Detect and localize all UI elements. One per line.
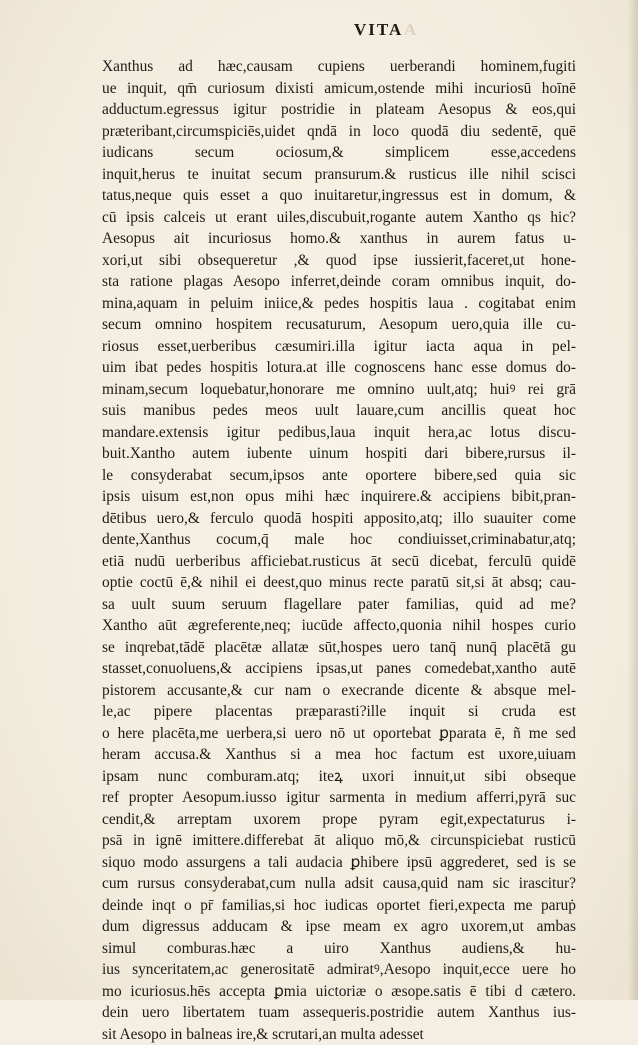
text-line: xori,ut sibi obsequeretur ,& quod ipse iussierit,faceret,ut hone- <box>102 250 576 272</box>
text-line: cendit,& arreptam uxorem prope pyram egit,expectaturus i- <box>102 809 576 831</box>
text-line: dente,Xanthus cocum,q̄ male hoc condiuisset,criminabatur,atq; <box>102 529 576 551</box>
text-line: deinde inqt o pr̄ familias,si hoc iudicas oportet fieri,expecta me paruṗ <box>102 895 576 917</box>
text-line: ue inquit, qm̄ curiosum dixisti amicum,ostende mihi incuriosū hoīnē <box>102 78 576 100</box>
text-line: Xanthus ad hæc,causam cupiens uerberandi hominem,fugiti <box>102 56 576 78</box>
text-line: pistorem accusante,& cur nam o execrande dicente & absque mel- <box>102 680 576 702</box>
page-gutter-shadow <box>628 0 638 1000</box>
text-line: buit.Xantho autem iubente uinum hospiti dari bibere,rursus il- <box>102 443 576 465</box>
text-line: dein uero libertatem tuam assequeris.postridie autem Xanthus ius- <box>102 1002 576 1024</box>
text-line: præteribant,circumspiciēs,uidet qndā in loco quodā diu sedentē, quē <box>102 121 576 143</box>
text-line: suis manibus pedes meos uult lauare,cum ancillis queat hoc <box>102 400 576 422</box>
text-line: mina,aquam in peluim iniice,& pedes hospitis laua . cogitabat enim <box>102 293 576 315</box>
text-line: simul comburas.hæc a uiro Xanthus audiens,& hu- <box>102 938 576 960</box>
text-line: psā in ignē imittere.differebat āt aliquo mō,& circunspiciebat rusticū <box>102 830 576 852</box>
text-line: stasset,conuoluens,& accipiens ipsas,ut panes comedebat,xantho autē <box>102 658 576 680</box>
text-line: le,ac pipere placentas præparasti?ille inquit si cruda est <box>102 701 576 723</box>
text-line: ipsam nunc comburam.atq; iteꝝ uxori innuit,ut sibi obseque <box>102 766 576 788</box>
text-line: minam,secum loquebatur,honorare me omnino uult,atq; huiꝰ rei grā <box>102 379 576 401</box>
text-line: etiā nudū uerberibus afficiebat.rusticus āt secū dicebat, ferculū quidē <box>102 551 576 573</box>
text-line: dētibus uero,& ferculo quodā hospiti apposito,atq; illo suauiter come <box>102 508 576 530</box>
text-line: siquo modo assurgens a tali audacia ꝑhibere ipsū aggrederet, sed is se <box>102 852 576 874</box>
text-line: Aesopus ait incuriosus homo.& xanthus in aurem fatus u- <box>102 228 576 250</box>
text-line: iudicans secum ociosum,& simplicem esse,accedens <box>102 142 576 164</box>
text-line: riosus esset,uerberibus cæsumiri.illa igitur iacta aqua in pel- <box>102 336 576 358</box>
text-line: Xantho aūt ægreferente,neq; iucūde affecto,quonia nihil hospes curio <box>102 615 576 637</box>
text-line: ref propter Aesopum.iusso igitur sarmenta in medium afferri,pyrā suc <box>102 787 576 809</box>
text-line: uim ibat pedes hospitis lotura.at ille cognoscens hanc esse domus do- <box>102 357 576 379</box>
running-head: VITA <box>354 20 403 40</box>
text-line: sa uult suum seruum flagellare pater familias, quid ad me? <box>102 594 576 616</box>
text-line: secum omnino hospitem recusaturum, Aesopum uero,quia ille cu- <box>102 314 576 336</box>
text-line: tatus,neque quis esset a quo inuitaretur,ingressus est in domum, & <box>102 185 576 207</box>
text-line: cum rursus consyderabat,cum nulla adsit causa,quid nam sic irascitur? <box>102 873 576 895</box>
text-line: ipsis uisum est,non opus mihi hæc inquirere.& accipiens bibit,pran- <box>102 486 576 508</box>
text-line: sit Aesopo in balneas ire,& scrutari,an multa adesset <box>102 1024 576 1045</box>
text-line: le consyderabat secum,ipsos ante oportere bibere,sed quia sic <box>102 465 576 487</box>
bleed-through-letter: A <box>404 20 418 40</box>
text-line: inquit,herus te inuitat secum pransurum.& rusticus ille nihil scisci <box>102 164 576 186</box>
text-line: heram accusa.& Xanthus si a mea hoc factum est uxore,uiuam <box>102 744 576 766</box>
text-line: cū ipsis calceis ut erant uiles,discubuit,rogante autem Xantho qs hic? <box>102 207 576 229</box>
text-line: se inqrebat,tādē placētæ allatæ sūt,hospes uero tanq̄ nunq̄ placētā gu <box>102 637 576 659</box>
text-line: o here placēta,me uerbera,si uero nō ut oportebat ꝑparata ē, ñ me sed <box>102 723 576 745</box>
text-line: adductum.egressus igitur postridie in plateam Aesopus & eos,qui <box>102 99 576 121</box>
page-header <box>0 20 638 50</box>
text-line: mandare.extensis igitur pedibus,laua inquit hera,ac lotus discu- <box>102 422 576 444</box>
text-line: sta ratione plagas Aesopo inferret,deinde coram omnibus inquit, do- <box>102 271 576 293</box>
body-text <box>102 56 576 1045</box>
text-line: mo icuriosus.hēs accepta ꝑmia uictoriæ o æsope.satis ē tibi d cætero. <box>102 981 576 1003</box>
text-line: dum digressus adducam & ipse meam ex agro uxorem,ut ambas <box>102 916 576 938</box>
text-line: optie coctū ē,& nihil ei deest,quo minus recte paratū sit,si āt absq; cau- <box>102 572 576 594</box>
text-line: ius synceritatem,ac generositatē admiratꝰ,Aesopo inquit,ecce uere ho <box>102 959 576 981</box>
